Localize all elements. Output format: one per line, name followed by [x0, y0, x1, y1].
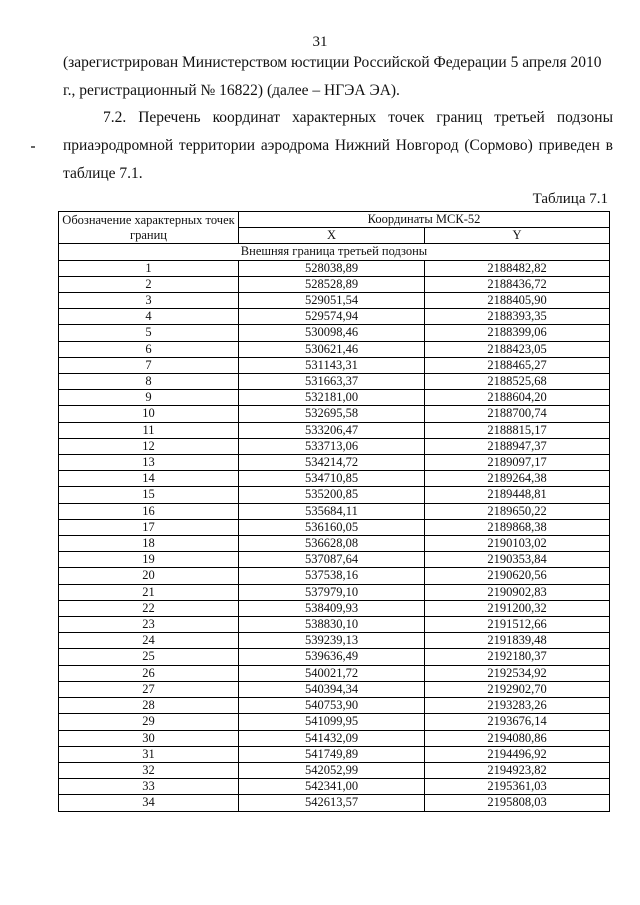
table-row: [59, 390, 610, 406]
header-y: Y: [425, 228, 610, 244]
header-point-designation: Обозначение характерных точек границ: [59, 212, 239, 244]
y-coordinate-cell: 2189097,17: [425, 455, 610, 471]
x-coordinate-cell: 540021,72: [239, 665, 425, 681]
x-coordinate-cell: 528528,89: [239, 276, 425, 292]
point-number-cell: 16: [59, 503, 239, 519]
x-coordinate-cell: 529574,94: [239, 309, 425, 325]
table-row: [59, 471, 610, 487]
table-caption: Таблица 7.1: [532, 191, 608, 207]
x-coordinate-cell: 541432,09: [239, 730, 425, 746]
table-row: [59, 341, 610, 357]
x-coordinate-cell: 537538,16: [239, 568, 425, 584]
x-coordinate-cell: 540753,90: [239, 698, 425, 714]
point-number-cell: 12: [59, 438, 239, 454]
point-number-cell: 27: [59, 681, 239, 697]
table-header-row: [59, 212, 610, 228]
x-coordinate-cell: 541099,95: [239, 714, 425, 730]
y-coordinate-cell: 2191839,48: [425, 633, 610, 649]
y-coordinate-cell: 2190902,83: [425, 584, 610, 600]
point-number-cell: 17: [59, 519, 239, 535]
header-x: X: [239, 228, 425, 244]
paragraph-coordinates-intro: 7.2. Перечень координат характерных точек границ третьей подзоны приаэродромной территории аэродрома Нижний Новгород (Сормово) приведен в таблице 7.1.: [63, 109, 613, 182]
y-coordinate-cell: 2188947,37: [425, 438, 610, 454]
y-coordinate-cell: 2193283,26: [425, 698, 610, 714]
table-row: [59, 649, 610, 665]
table-row: [59, 536, 610, 552]
x-coordinate-cell: 528038,89: [239, 260, 425, 276]
y-coordinate-cell: 2195361,03: [425, 779, 610, 795]
point-number-cell: 6: [59, 341, 239, 357]
x-coordinate-cell: 533206,47: [239, 422, 425, 438]
table-row: [59, 633, 610, 649]
point-number-cell: 32: [59, 762, 239, 778]
point-number-cell: 4: [59, 309, 239, 325]
y-coordinate-cell: 2190620,56: [425, 568, 610, 584]
page-number: 31: [312, 34, 328, 50]
x-coordinate-cell: 541749,89: [239, 746, 425, 762]
table-row: [59, 374, 610, 390]
y-coordinate-cell: 2189650,22: [425, 503, 610, 519]
table-row: [59, 568, 610, 584]
x-coordinate-cell: 536160,05: [239, 519, 425, 535]
y-coordinate-cell: 2193676,14: [425, 714, 610, 730]
table-row: [59, 276, 610, 292]
table-row: [59, 293, 610, 309]
x-coordinate-cell: 530098,46: [239, 325, 425, 341]
point-number-cell: 11: [59, 422, 239, 438]
table-row: [59, 762, 610, 778]
y-coordinate-cell: 2188423,05: [425, 341, 610, 357]
point-number-cell: 24: [59, 633, 239, 649]
y-coordinate-cell: 2188604,20: [425, 390, 610, 406]
y-coordinate-cell: 2189448,81: [425, 487, 610, 503]
point-number-cell: 5: [59, 325, 239, 341]
point-number-cell: 14: [59, 471, 239, 487]
y-coordinate-cell: 2194080,86: [425, 730, 610, 746]
y-coordinate-cell: 2192902,70: [425, 681, 610, 697]
point-number-cell: 13: [59, 455, 239, 471]
point-number-cell: 33: [59, 779, 239, 795]
table-row: [59, 487, 610, 503]
table-row: [59, 698, 610, 714]
x-coordinate-cell: 538830,10: [239, 617, 425, 633]
x-coordinate-cell: 540394,34: [239, 681, 425, 697]
table-row: [59, 503, 610, 519]
table-row: [59, 552, 610, 568]
point-number-cell: 15: [59, 487, 239, 503]
x-coordinate-cell: 542052,99: [239, 762, 425, 778]
point-number-cell: 28: [59, 698, 239, 714]
y-coordinate-cell: 2189264,38: [425, 471, 610, 487]
x-coordinate-cell: 531663,37: [239, 374, 425, 390]
point-number-cell: 34: [59, 795, 239, 811]
y-coordinate-cell: 2192534,92: [425, 665, 610, 681]
point-number-cell: 30: [59, 730, 239, 746]
point-number-cell: 19: [59, 552, 239, 568]
table-row: [59, 665, 610, 681]
table-row: [59, 795, 610, 811]
point-number-cell: 9: [59, 390, 239, 406]
point-number-cell: 31: [59, 746, 239, 762]
y-coordinate-cell: 2188700,74: [425, 406, 610, 422]
table-row: [59, 730, 610, 746]
point-number-cell: 29: [59, 714, 239, 730]
point-number-cell: 10: [59, 406, 239, 422]
table-row: [59, 600, 610, 616]
y-coordinate-cell: 2188436,72: [425, 276, 610, 292]
y-coordinate-cell: 2195808,03: [425, 795, 610, 811]
x-coordinate-cell: 534214,72: [239, 455, 425, 471]
y-coordinate-cell: 2188815,17: [425, 422, 610, 438]
y-coordinate-cell: 2188405,90: [425, 293, 610, 309]
table-row: [59, 681, 610, 697]
y-coordinate-cell: 2188465,27: [425, 357, 610, 373]
x-coordinate-cell: 538409,93: [239, 600, 425, 616]
table-row: [59, 519, 610, 535]
point-number-cell: 7: [59, 357, 239, 373]
table-row: [59, 714, 610, 730]
y-coordinate-cell: 2194923,82: [425, 762, 610, 778]
point-number-cell: 21: [59, 584, 239, 600]
x-coordinate-cell: 537087,64: [239, 552, 425, 568]
point-number-cell: 1: [59, 260, 239, 276]
y-coordinate-cell: 2188482,82: [425, 260, 610, 276]
point-number-cell: 3: [59, 293, 239, 309]
point-number-cell: 26: [59, 665, 239, 681]
point-number-cell: 18: [59, 536, 239, 552]
y-coordinate-cell: 2192180,37: [425, 649, 610, 665]
x-coordinate-cell: 532181,00: [239, 390, 425, 406]
x-coordinate-cell: 529051,54: [239, 293, 425, 309]
table-row: [59, 260, 610, 276]
section-title: Внешняя граница третьей подзоны: [59, 244, 610, 260]
y-coordinate-cell: 2188399,06: [425, 325, 610, 341]
x-coordinate-cell: 535200,85: [239, 487, 425, 503]
table-row: [59, 357, 610, 373]
x-coordinate-cell: 530621,46: [239, 341, 425, 357]
y-coordinate-cell: 2191512,66: [425, 617, 610, 633]
point-number-cell: 23: [59, 617, 239, 633]
x-coordinate-cell: 536628,08: [239, 536, 425, 552]
point-number-cell: 2: [59, 276, 239, 292]
point-number-cell: 22: [59, 600, 239, 616]
margin-mark: [31, 146, 35, 148]
y-coordinate-cell: 2188525,68: [425, 374, 610, 390]
y-coordinate-cell: 2189868,38: [425, 519, 610, 535]
x-coordinate-cell: 531143,31: [239, 357, 425, 373]
table-row: [59, 455, 610, 471]
x-coordinate-cell: 532695,58: [239, 406, 425, 422]
header-coordinates: Координаты МСК-52: [239, 212, 610, 228]
y-coordinate-cell: 2188393,35: [425, 309, 610, 325]
x-coordinate-cell: 542613,57: [239, 795, 425, 811]
table-row: [59, 617, 610, 633]
y-coordinate-cell: 2190103,02: [425, 536, 610, 552]
table-row: [59, 746, 610, 762]
x-coordinate-cell: 539239,13: [239, 633, 425, 649]
table-row: [59, 309, 610, 325]
table-row: [59, 438, 610, 454]
coordinates-table: [58, 211, 610, 812]
x-coordinate-cell: 539636,49: [239, 649, 425, 665]
x-coordinate-cell: 542341,00: [239, 779, 425, 795]
point-number-cell: 20: [59, 568, 239, 584]
table-row: [59, 406, 610, 422]
paragraph-registration: (зарегистрирован Министерством юстиции Российской Федерации 5 апреля 2010 г., регистрационный № 16822) (далее – НГЭА ЭА).: [63, 54, 602, 99]
table-row: [59, 325, 610, 341]
point-number-cell: 25: [59, 649, 239, 665]
table-row: [59, 779, 610, 795]
point-number-cell: 8: [59, 374, 239, 390]
y-coordinate-cell: 2190353,84: [425, 552, 610, 568]
y-coordinate-cell: 2191200,32: [425, 600, 610, 616]
x-coordinate-cell: 537979,10: [239, 584, 425, 600]
y-coordinate-cell: 2194496,92: [425, 746, 610, 762]
table-row: [59, 422, 610, 438]
x-coordinate-cell: 533713,06: [239, 438, 425, 454]
x-coordinate-cell: 535684,11: [239, 503, 425, 519]
x-coordinate-cell: 534710,85: [239, 471, 425, 487]
section-row: [59, 244, 610, 260]
table-row: [59, 584, 610, 600]
